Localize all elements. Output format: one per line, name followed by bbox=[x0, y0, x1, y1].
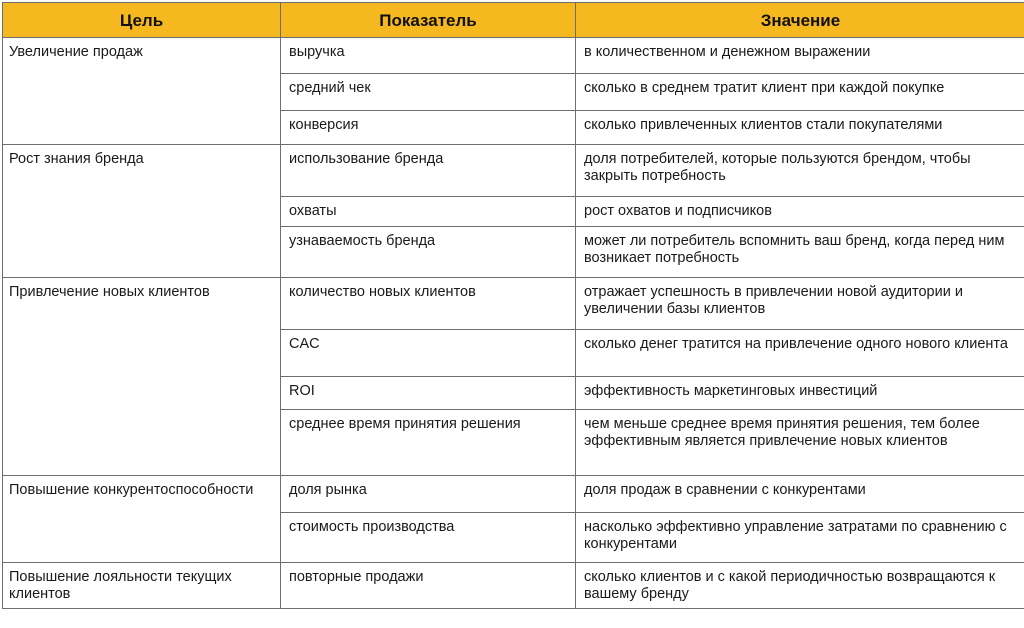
metric-text: средний чек bbox=[289, 80, 371, 96]
meaning-text: сколько денег тратится на привлечение одного нового клиента bbox=[584, 336, 1008, 352]
goal-cell bbox=[3, 145, 281, 278]
header-metric: Показатель bbox=[281, 3, 576, 38]
goal-text: Привлечение новых клиентов bbox=[9, 284, 210, 300]
metric-text: использование бренда bbox=[289, 151, 444, 167]
metric-text: выручка bbox=[289, 44, 345, 60]
metric-text: среднее время принятия решения bbox=[289, 416, 521, 432]
meaning-cell bbox=[576, 377, 1024, 410]
header-meaning: Значение bbox=[576, 3, 1024, 38]
goal-cell bbox=[3, 563, 281, 609]
metric-cell bbox=[281, 410, 576, 476]
meaning-cell bbox=[576, 227, 1024, 278]
meaning-text: сколько клиентов и с какой периодичностью возвращаются к вашему бренду bbox=[584, 569, 996, 602]
metric-cell bbox=[281, 197, 576, 227]
goal-cell bbox=[3, 278, 281, 476]
meaning-cell bbox=[576, 38, 1024, 74]
metric-cell bbox=[281, 111, 576, 145]
meaning-text: сколько в среднем тратит клиент при каждой покупке bbox=[584, 80, 945, 96]
table-row bbox=[3, 563, 1024, 609]
metric-text: доля рынка bbox=[289, 482, 367, 498]
metric-cell bbox=[281, 227, 576, 278]
metric-cell bbox=[281, 38, 576, 74]
metrics-table bbox=[2, 2, 1024, 609]
meaning-cell bbox=[576, 563, 1024, 609]
metric-text: охваты bbox=[289, 203, 337, 219]
metric-cell bbox=[281, 377, 576, 410]
table-row bbox=[3, 476, 1024, 513]
metric-text: ROI bbox=[289, 383, 315, 399]
metric-cell bbox=[281, 330, 576, 377]
meaning-cell bbox=[576, 410, 1024, 476]
table-row bbox=[3, 145, 1024, 197]
goal-text: Увеличение продаж bbox=[9, 44, 143, 60]
meaning-text: доля продаж в сравнении с конкурентами bbox=[584, 482, 866, 498]
meaning-text: эффективность маркетинговых инвестиций bbox=[584, 383, 878, 399]
metric-cell bbox=[281, 563, 576, 609]
table-row bbox=[3, 278, 1024, 330]
goal-text: Рост знания бренда bbox=[9, 151, 144, 167]
meaning-cell bbox=[576, 476, 1024, 513]
goal-text: Повышение лояльности текущих клиентов bbox=[9, 569, 232, 602]
table-body bbox=[3, 38, 1024, 609]
meaning-text: чем меньше среднее время принятия решения, тем более эффективным является привлечение новых клиентов bbox=[584, 416, 980, 449]
meaning-cell bbox=[576, 197, 1024, 227]
metric-cell bbox=[281, 74, 576, 111]
metric-cell bbox=[281, 278, 576, 330]
table-row bbox=[3, 38, 1024, 74]
metric-cell bbox=[281, 145, 576, 197]
meaning-cell bbox=[576, 330, 1024, 377]
header-row bbox=[3, 3, 1024, 38]
metric-text: количество новых клиентов bbox=[289, 284, 476, 300]
metric-cell bbox=[281, 476, 576, 513]
goal-cell bbox=[3, 38, 281, 145]
metric-cell bbox=[281, 513, 576, 563]
meaning-text: рост охватов и подписчиков bbox=[584, 203, 772, 219]
meaning-cell bbox=[576, 145, 1024, 197]
metric-text: повторные продажи bbox=[289, 569, 424, 585]
meaning-cell bbox=[576, 111, 1024, 145]
metric-text: стоимость производства bbox=[289, 519, 455, 535]
meaning-cell bbox=[576, 74, 1024, 111]
meaning-text: доля потребителей, которые пользуются брендом, чтобы закрыть потребность bbox=[584, 151, 971, 184]
meaning-text: насколько эффективно управление затратами по сравнению с конкурентами bbox=[584, 519, 1007, 552]
metric-text: конверсия bbox=[289, 117, 359, 133]
goal-cell bbox=[3, 476, 281, 563]
metric-text: узнаваемость бренда bbox=[289, 233, 436, 249]
meaning-text: может ли потребитель вспомнить ваш бренд, когда перед ним возникает потребность bbox=[584, 233, 1005, 266]
meaning-text: сколько привлеченных клиентов стали покупателями bbox=[584, 117, 943, 133]
goal-text: Повышение конкурентоспособности bbox=[9, 482, 254, 498]
meaning-cell bbox=[576, 513, 1024, 563]
meaning-text: в количественном и денежном выражении bbox=[584, 44, 871, 60]
meaning-text: отражает успешность в привлечении новой аудитории и увеличении базы клиентов bbox=[584, 284, 963, 317]
metric-text: CAC bbox=[289, 336, 320, 352]
meaning-cell bbox=[576, 278, 1024, 330]
header-goal: Цель bbox=[3, 3, 281, 38]
